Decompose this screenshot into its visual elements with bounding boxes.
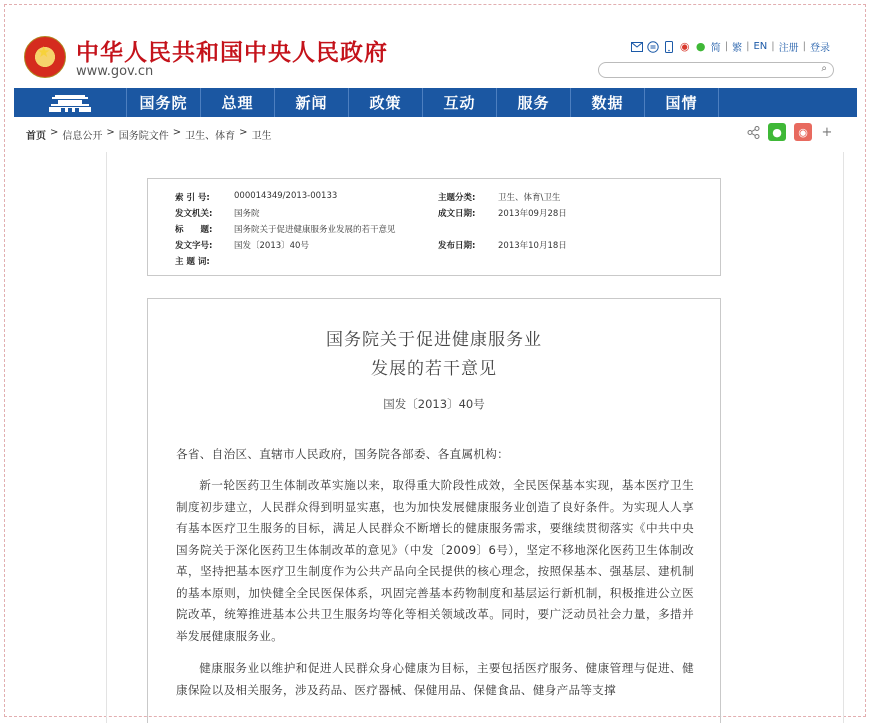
nav-item-policy[interactable]: 政策	[348, 88, 422, 117]
breadcrumb-info-disclosure[interactable]: 信息公开	[62, 131, 103, 142]
document-salutation: 各省、自治区、直辖市人民政府，国务院各部委、各直属机构：	[176, 447, 510, 461]
document-number: 国发〔2013〕40号	[383, 397, 485, 411]
link-traditional[interactable]: 繁	[732, 43, 743, 54]
weibo-icon[interactable]: ◉	[679, 40, 690, 53]
tiananmen-icon	[47, 93, 93, 113]
breadcrumb-sep: >	[50, 127, 59, 138]
link-english[interactable]: EN	[753, 41, 768, 52]
meta-topic-value: 卫生、体育\卫生	[498, 193, 561, 203]
share-bar	[746, 123, 834, 141]
rss-icon[interactable]	[647, 41, 659, 53]
top-links: ◉ ● 简 | 繁 | EN | 注册 | 登录	[631, 39, 830, 54]
link-login[interactable]: 登录	[810, 43, 830, 54]
site-header	[16, 28, 846, 88]
search-box	[598, 62, 834, 78]
document-title-line1: 国务院关于促进健康服务业	[326, 330, 542, 350]
nav-item-news[interactable]: 新闻	[274, 88, 348, 117]
meta-topic-label: 主题分类:	[438, 193, 476, 203]
link-simplified[interactable]: 简	[710, 43, 721, 54]
site-url: www.gov.cn	[76, 64, 154, 79]
breadcrumb-sep: >	[106, 127, 115, 138]
document-body	[147, 298, 721, 723]
nav-item-premier[interactable]: 总理	[200, 88, 274, 117]
nav-item-services[interactable]: 服务	[496, 88, 570, 117]
breadcrumb-sep: >	[172, 127, 182, 138]
breadcrumb-health[interactable]: 卫生	[251, 131, 272, 142]
link-register[interactable]: 注册	[778, 43, 799, 54]
document-title-line2: 发展的若干意见	[371, 359, 497, 379]
breadcrumb	[26, 127, 272, 142]
breadcrumb-home[interactable]: 首页	[26, 131, 46, 142]
national-emblem-icon[interactable]	[24, 36, 66, 78]
nav-item-state-council[interactable]: 国务院	[126, 88, 200, 117]
search-input[interactable]	[607, 69, 811, 83]
meta-docno-value: 国发〔2013〕40号	[234, 241, 309, 251]
breadcrumb-sep: >	[239, 127, 248, 138]
meta-formed-value: 2013年09月28日	[498, 209, 567, 219]
wechat-icon[interactable]: ●	[695, 40, 706, 53]
meta-issuer-label: 发文机关:	[175, 209, 213, 219]
meta-published-value: 2013年10月18日	[498, 241, 567, 251]
site-title[interactable]: 中华人民共和国中央人民政府	[76, 39, 388, 66]
breadcrumb-state-council-docs[interactable]: 国务院文件	[118, 131, 169, 142]
meta-docno-label: 发文字号:	[175, 241, 213, 251]
share-more-icon[interactable]: +	[821, 124, 833, 140]
nav-home[interactable]	[14, 88, 126, 117]
document-meta-table	[147, 178, 721, 276]
meta-title-value: 国务院关于促进健康服务业发展的若干意见	[234, 225, 396, 235]
mobile-icon[interactable]	[663, 41, 675, 53]
meta-keywords-label: 主 题 词:	[175, 257, 210, 267]
nav-item-data[interactable]: 数据	[570, 88, 644, 117]
meta-published-label: 发布日期:	[438, 241, 476, 251]
meta-index-value: 000014349/2013-00133	[234, 191, 338, 201]
share-weibo-icon[interactable]: ◉	[794, 123, 812, 141]
document-paragraph: 新一轮医药卫生体制改革实施以来，取得重大阶段性成效，全民医保基本实现，基本医疗卫生制度初步建立，人民群众得到明显实惠，也为加快发展健康服务业创造了良好条件。为实现人人享有基本医疗卫生服务的目标，满足人民群众不断增长的健康服务需求，要继续贯彻落实《中共中央国务院关于深化医药卫生体制改革的意见》（中发〔2009〕6号），坚定不移地深化医药卫生体制改革，坚持把基本医疗卫生制度作为公共产品向全民提供的核心理念，按照保基本、强基层、建机制的基本原则，加快健全全民医保体系，巩固完善基本药物制度和基层运行新机制，积极推进公立医院改革，统筹推进基本公共卫生服务均等化等相关领域改革。同时，要广泛动员社会力量，多措并举发展健康服务业。	[176, 478, 694, 643]
share-wechat-icon[interactable]: ●	[768, 123, 786, 141]
meta-index-label: 索 引 号:	[175, 193, 210, 203]
search-icon[interactable]: ⌕	[821, 63, 827, 74]
nav-item-interaction[interactable]: 互动	[422, 88, 496, 117]
meta-title-label: 标 题:	[175, 225, 213, 235]
mail-icon[interactable]	[631, 41, 643, 53]
document-paragraph: 健康服务业以维护和促进人民群众身心健康为目标，主要包括医疗服务、健康管理与促进、健康保险以及相关服务，涉及药品、医疗器械、保健用品、保健食品、健身产品等支撑	[176, 661, 694, 697]
meta-issuer-value: 国务院	[234, 209, 260, 219]
breadcrumb-health-sports[interactable]: 卫生、体育	[185, 131, 236, 142]
main-nav	[14, 88, 857, 117]
meta-formed-label: 成文日期:	[438, 209, 476, 219]
nav-item-national-info[interactable]: 国情	[644, 88, 719, 117]
share-icon[interactable]	[746, 125, 760, 139]
